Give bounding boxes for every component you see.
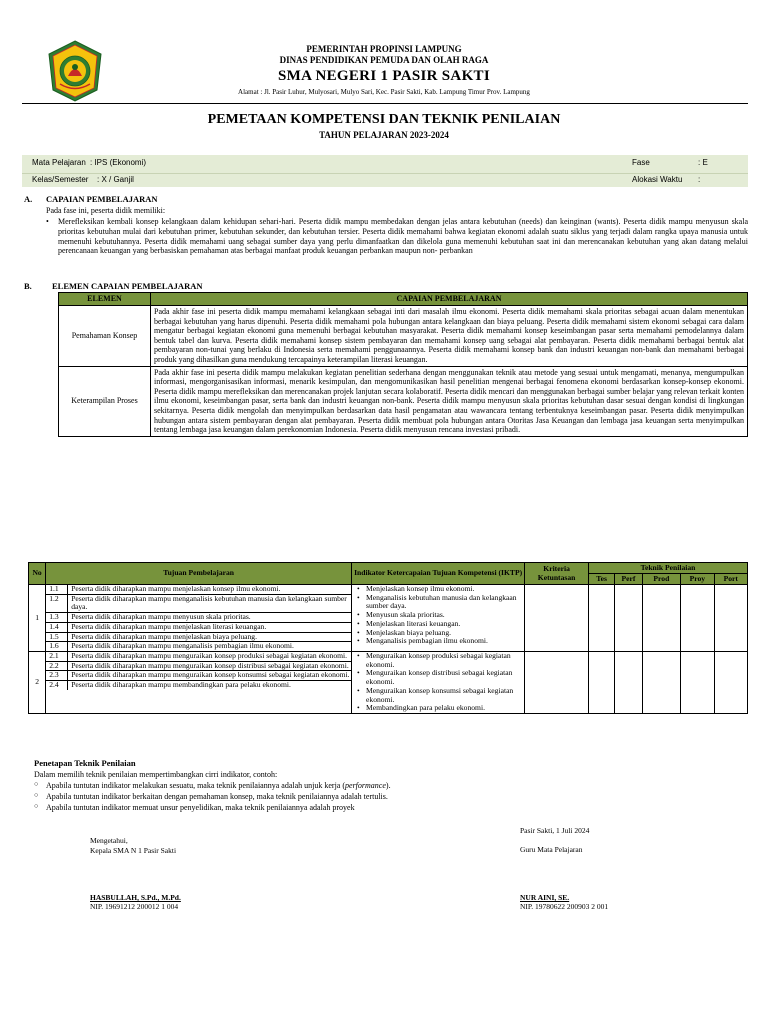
tp-item [46,642,351,651]
acknowledged-label: Mengetahui, [90,836,128,845]
tp-number: 1.1 [46,585,68,594]
place-date: Pasir Sakti, 1 Juli 2024 [520,826,590,835]
elemen-column-header: ELEMEN [59,293,151,306]
prod-cell [642,652,680,714]
assessment-item-text: ). [385,781,391,790]
bullet-icon: • [46,217,49,226]
kkt-cell [525,652,589,714]
capaian-cell: Pada akhir fase ini peserta didik mampu melakukan kegiatan penelitian sederhana dengan menggunakan teknik atau metode yang sesuai untuk mengamati, menanya, mengumpulkan informasi, mengorganisasikan informasi, menarik kesimpulan, dan mengomunikasikan hasil penelitian mengenai berbagai fenomena ekonomi berdasarkan konsep-konsep ekonomi. Peserta didik mampu merefleksikan dan merencanakan projek lanjutan secara kolaboratif. Peserta didik mencari dan menggunakan berbagai sumber belajar yang relevan terkait konten ilmu ekonomi, keseimbangan pasar, serta bank dan industri keuangan non-bank. Peserta didik mampu menyusun skala prioritas kebutuhan dasar sesuai dengan kondisi di lingkungan sekitarnya. Peserta didik mengolah dan menyimpulkan berdasarkan data hasil pengamatan atau wawancara tentang terbentuknya keseimbangan pasar. Peserta didik menyimpulkan hubungan antara sistem pembayaran dengan alat pembayaran. Peserta didik membuat pola hubungan antara Otoritas Jasa Keuangan dan lembaga jasa keuangan serta menyimpulkan tentang lembaga jasa keuangan dalam perekonomian Indonesia. Peserta didik menyusun rencana investasi pribadi. [151,366,748,436]
section-b-heading: ELEMEN CAPAIAN PEMBELAJARAN [52,281,203,291]
table-header-row [29,563,748,574]
no-column-header: No [29,563,46,585]
tp-text: Peserta didik diharapkan mampu menguraikan konsep distribusi sebagai kegiatan ekonomi. [71,660,349,670]
indicator-list [354,652,522,713]
government-line: PEMERINTAH PROPINSI LAMPUNG [306,44,462,54]
indicator-item: • Menjelaskan biaya peluang. [354,629,522,638]
tp-cell [46,652,352,714]
tp-cell [46,585,352,652]
subject-label: Mata Pelajaran [32,158,86,167]
port-cell [714,652,747,714]
teacher-title: Guru Mata Pelajaran [520,845,583,854]
assessment-item: ○ Apabila tuntutan indikator berkaitan dengan pemahaman konsep, maka teknik penilaiannya adalah tertulis. [34,792,391,803]
tp-text: Peserta didik diharapkan mampu menganalisis pembagian ilmu ekonomi. [71,641,294,651]
tes-cell [588,585,614,652]
teacher-name: NUR AINI, SE. [520,893,570,902]
class-semester-value: : X / Ganjil [97,175,134,184]
indicator-item: • Menjelaskan literasi keuangan. [354,620,522,629]
tp-number: 2.1 [46,652,68,661]
port-column-header: Port [714,574,747,585]
indicator-item: • Menguraikan konsep distribusi sebagai kegiatan ekonomi. [354,669,522,686]
elemen-capaian-table [58,292,748,437]
tp-number: 2.2 [46,662,68,671]
tp-text: Peserta didik diharapkan mampu membandingkan para pelaku ekonomi. [71,680,291,690]
tp-number: 2.3 [46,671,68,680]
tp-number: 1.5 [46,633,68,642]
iktp-cell [352,652,525,714]
indicator-item: • Membandingkan para pelaku ekonomi. [354,704,522,713]
tp-text: Peserta didik diharapkan mampu menjelaskan literasi keuangan. [71,621,267,631]
phase-value: : E [698,158,708,167]
tp-text: Peserta didik diharapkan mampu menguraikan konsep produksi sebagai kegiatan ekonomi. [71,651,348,661]
proy-cell [681,585,714,652]
indicator-item: • Menjelaskan konsep ilmu ekonomi. [354,585,522,594]
tp-text: Peserta didik diharapkan mampu menyusun skala prioritas. [71,612,251,622]
section-a-letter: A. [24,194,33,204]
tp-number: 1.2 [46,595,68,612]
prod-cell [642,585,680,652]
tp-column-header: Tujuan Pembelajaran [46,563,352,585]
group-number-cell: 2 [29,652,46,714]
iktp-column-header: Indikator Ketercapaian Tujuan Kompetensi (IKTP) [352,563,525,585]
tp-number: 1.6 [46,642,68,651]
info-row-class [22,173,748,187]
tp-number: 2.4 [46,681,68,690]
letterhead [20,40,748,104]
phase-label: Fase [632,158,650,167]
section-a-bullet [46,217,748,256]
assessment-intro: Dalam memilih teknik penilaian mempertimbangkan cirri indikator, contoh: [34,770,278,779]
indicator-item: • Menganalisis kebutuhan manusia dan kelangkaan sumber daya. [354,594,522,611]
table-row [29,585,748,652]
teacher-nip: NIP. 19780622 200903 2 001 [520,902,609,911]
capaian-column-header: CAPAIAN PEMBELAJARAN [151,293,748,306]
kkt-cell [525,585,589,652]
principal-name: HASBULLAH, S.Pd., M.Pd. [90,893,181,902]
indicator-list [354,585,522,646]
academic-year: TAHUN PELAJARAN 2023-2024 [319,130,449,140]
indicator-item: • Menguraikan konsep konsumsi sebagai kegiatan ekonomi. [354,687,522,704]
teknik-column-header: Teknik Penilaian [588,563,747,574]
assessment-item-text: Apabila tuntutan indikator melakukan sesuatu, maka teknik penilaiannya adalah unjuk kerja ( [46,781,346,790]
tes-cell [588,652,614,714]
perf-cell [615,585,642,652]
class-semester-label: Kelas/Semester [32,175,89,184]
group-number-cell: 1 [29,585,46,652]
section-a-heading: CAPAIAN PEMBELAJARAN [46,194,158,204]
indicator-item: • Menyusun skala prioritas. [354,611,522,620]
assessment-item [34,781,391,792]
time-allocation-value: : [698,175,701,184]
tp-text: Peserta didik diharapkan mampu menguraikan konsep konsumsi sebagai kegiatan ekonomi. [71,670,350,680]
kkt-column-header: Kriteria Ketuntasan [525,563,589,585]
document-title: PEMETAAN KOMPETENSI DAN TEKNIK PENILAIAN [207,112,561,127]
elemen-cell: Keterampilan Proses [59,366,151,436]
perf-column-header: Perf [615,574,642,585]
assessment-item-emphasis: performance [345,781,386,790]
section-b-letter: B. [24,281,32,291]
proy-cell [681,652,714,714]
indicator-item: • Menguraikan konsep produksi sebagai kegiatan ekonomi. [354,652,522,669]
prod-column-header: Prod [642,574,680,585]
indicator-item: • Menganalisis pembagian ilmu ekonomi. [354,637,522,646]
port-cell [714,585,747,652]
tes-column-header: Tes [588,574,614,585]
tp-text: Peserta didik diharapkan mampu menjelaskan konsep ilmu ekonomi. [71,584,281,593]
subject-value: : IPS (Ekonomi) [90,158,147,167]
subject-info-band [22,155,748,187]
assessment-item: ○ Apabila tuntutan indikator memuat unsur penyelidikan, maka teknik penilaiannya adalah proyek [34,803,391,814]
tp-number: 1.3 [46,613,68,622]
assessment-list [34,781,391,814]
school-name: SMA NEGERI 1 PASIR SAKTI [278,67,490,84]
letterhead-text [0,44,768,97]
tp-text: Peserta didik diharapkan mampu menjelaskan biaya peluang. [71,631,257,641]
assessment-heading: Penetapan Teknik Penilaian [34,758,136,768]
learning-objectives-table [28,562,748,714]
table-header-row [59,293,748,306]
proy-column-header: Proy [681,574,714,585]
tp-number: 1.4 [46,623,68,632]
time-allocation-label: Alokasi Waktu [632,175,683,184]
tp-item [46,595,351,613]
principal-title: Kepala SMA N 1 Pasir Sakti [90,846,177,855]
table-row [59,366,748,436]
school-address: Alamat : Jl. Pasir Luhur, Mulyosari, Mulyo Sari, Kec. Pasir Sakti, Kab. Lampung Timur Prov. Lampung [238,88,530,97]
tp-item [46,681,351,690]
table-row [29,652,748,714]
capaian-cell: Pada akhir fase ini peserta didik mampu memahami kelangkaan sebagai inti dari masalah ilmu ekonomi. Peserta didik memahami skala prioritas sebagai acuan dalam menentukan berbagai kebutuhan yang harus dipenuhi. Peserta didik memahami pola hubungan antara kelangkaan dan biaya peluang. Peserta didik memahami sistem ekonomi sebagai cara dalam mengatur berbagai kegiatan ekonomi guna memenuhi berbagai kebutuhan masyarakat. Peserta didik memahami konsep keseimbangan pasar serta memahami pemodelannya dalam bentuk tabel dan kurva. Peserta didik memahami konsep sistem pembayaran dan memahami konsep uang sebagai alat pembayaran. Peserta didik memahami berbagai bentuk alat pembayaran non-tunai yang berlaku di Indonesia serta memahami penggunaannya. Peserta didik memahami konsep bank dan industri keuangan non-bank dan memahami berbagai produk yang dihasilkan guna mendukung tercapainya keterampilan literasi keuangan. [151,306,748,367]
elemen-cell: Pemahaman Konsep [59,306,151,367]
perf-cell [615,652,642,714]
tp-text: Peserta didik diharapkan mampu menganalisis kebutuhan manusia dan kelangkaan sumber daya. [71,593,347,612]
department-line: DINAS PENDIDIKAN PEMUDA DAN OLAH RAGA [279,54,489,65]
info-row-subject [22,157,748,171]
principal-nip: NIP. 19691212 200012 1 004 [90,902,179,911]
section-a-bullet-text: Merefleksikan kembali konsep kelangkaan dalam kehidupan sehari-hari. Peserta didik mampu membedakan dengan jelas antara kebutuhan (needs) dan keinginan (wants). Peserta didik mampu menyusun skala prioritas kebutuhan mulai dari kebutuhan primer, kebutuhan sekunder, dan kebutuhan tersier. Peserta didik memahami bahwa kegiatan ekonomi adalah suatu siklus yang terjadi dalam rangka upaya manusia untuk memenuhi kebutuhannya. Peserta didik memahami uang sebagai sumber daya yang perlu dimanfaatkan dan dikelola guna memenuhi kebutuhan saat ini dan merencanakan kebutuhan yang akan datang melalui perencanaan keuangan yang berbasiskan pemahaman atas berbagai manfaat produk keuangan perbankan maupun non- perbankan [58,217,748,256]
letterhead-divider [22,103,748,104]
table-row [59,306,748,367]
section-a-intro: Pada fase ini, peserta didik memiliki: [46,206,166,215]
iktp-cell [352,585,525,652]
